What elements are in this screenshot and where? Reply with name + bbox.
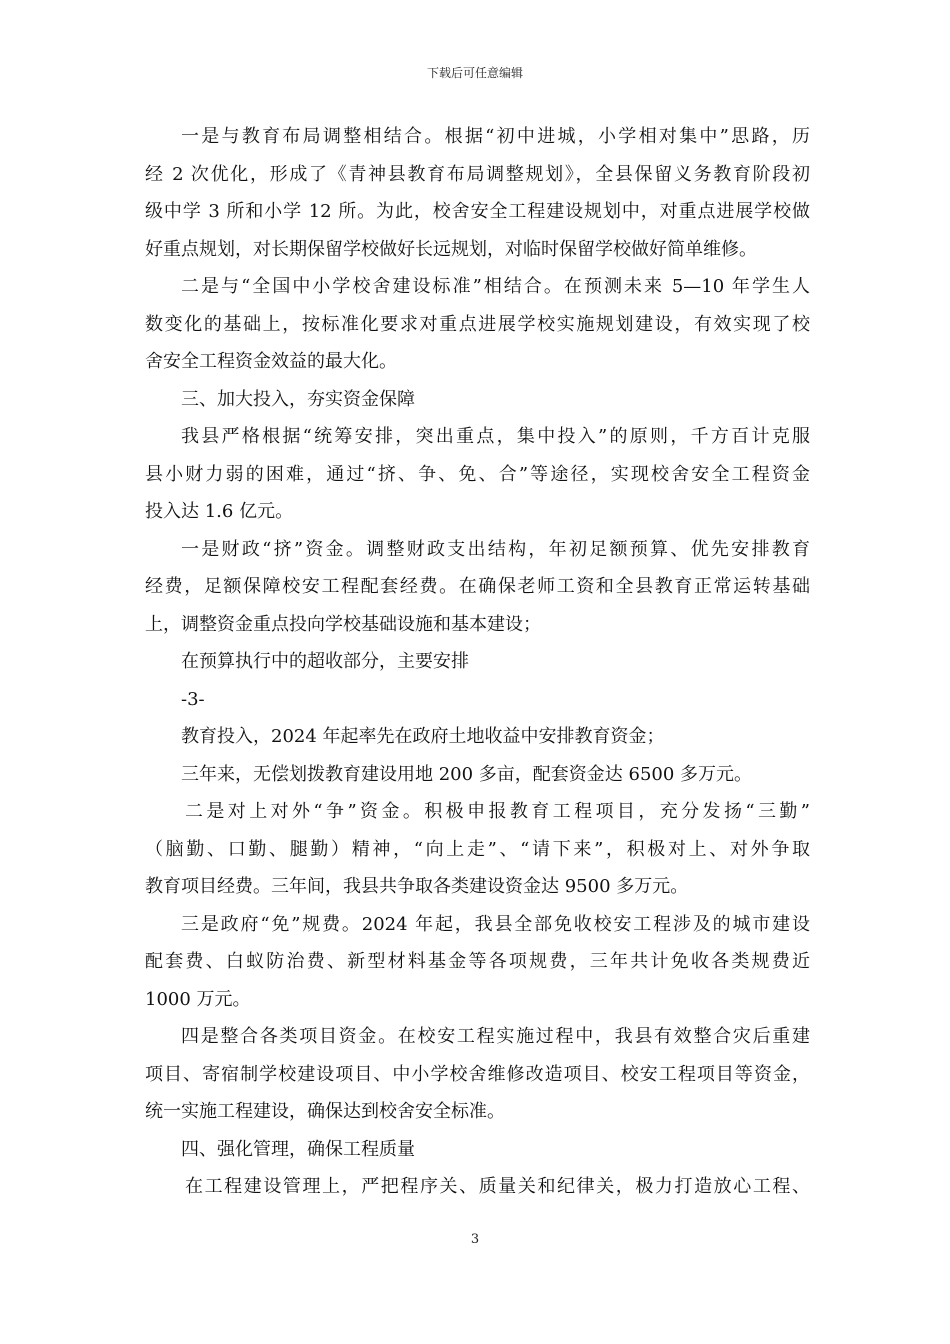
paragraph-line: 经费，足额保障校安工程配套经费。在确保老师工资和全县教育正常运转基础 (145, 576, 810, 597)
page-header: 下载后可任意编辑 (426, 66, 523, 80)
paragraph-line: （脑勤、口勤、腿勤）精神，“向上走”、“请下来”，积极对上、对外争取 (145, 838, 810, 860)
paragraph-line: 二是与“全国中小学校舍建设标准”相结合。在预测未来 5—10 年学生人 (181, 276, 810, 297)
page-number: 3 (470, 1232, 480, 1247)
paragraph-line: 统一实施工程建设，确保达到校舍安全标准。 (145, 1101, 505, 1122)
paragraph-line: 我县严格根据“统筹安排，突出重点，集中投入”的原则，千方百计克服 (181, 426, 810, 447)
paragraph-line: 县小财力弱的困难，通过“挤、争、免、合”等途径，实现校舍安全工程资金 (145, 463, 810, 485)
paragraph-line: 上，调整资金重点投向学校基础设施和基本建设； (145, 613, 541, 635)
paragraph-line: 二是对上对外“争”资金。积极申报教育工程项目，充分发扬“三勤” (185, 801, 810, 822)
paragraph-line: 1000 万元。 (145, 988, 251, 1010)
paragraph-line: 教育项目经费。三年间，我县共争取各类建设资金达 9500 多万元。 (145, 876, 689, 897)
inline-page-marker: -3- (181, 688, 205, 710)
paragraph-line: 三年来，无偿划拨教育建设用地 200 多亩，配套资金达 6500 多万元。 (181, 763, 753, 785)
paragraph-line: 在工程建设管理上，严把程序关、质量关和纪律关，极力打造放心工程、 (185, 1176, 810, 1197)
document-body (145, 118, 810, 1206)
paragraph-line: 好重点规划，对长期保留学校做好长远规划，对临时保留学校做好简单维修。 (145, 238, 757, 260)
paragraph-line: 在预算执行中的超收部分，主要安排 (181, 651, 469, 672)
paragraph-line: 投入达 1.6 亿元。 (145, 501, 294, 522)
paragraph-line: 舍安全工程资金效益的最大化。 (145, 351, 397, 372)
section-heading: 三、加大投入，夯实资金保障 (181, 388, 415, 410)
section-heading: 四、强化管理，确保工程质量 (181, 1138, 415, 1160)
paragraph-line: 四是整合各类项目资金。在校安工程实施过程中，我县有效整合灾后重建 (181, 1026, 810, 1047)
paragraph-line: 一是与教育布局调整相结合。根据“初中进城，小学相对集中”思路，历 (181, 126, 810, 147)
paragraph-line: 数变化的基础上，按标准化要求对重点进展学校实施规划建设，有效实现了校 (145, 313, 810, 335)
paragraph-line: 配套费、白蚁防治费、新型材料基金等各项规费，三年共计免收各类规费近 (145, 951, 810, 972)
paragraph-line: 教育投入，2024 年起率先在政府土地收益中安排教育资金； (181, 726, 665, 747)
paragraph-line: 级中学 3 所和小学 12 所。为此，校舍安全工程建设规划中，对重点进展学校做 (145, 201, 810, 222)
paragraph-line: 经 2 次优化，形成了《青神县教育布局调整规划》，全县保留义务教育阶段初 (145, 163, 810, 185)
paragraph-line: 项目、寄宿制学校建设项目、中小学校舍维修改造项目、校安工程项目等资金， (145, 1063, 810, 1085)
paragraph-line: 一是财政“挤”资金。调整财政支出结构，年初足额预算、优先安排教育 (181, 538, 810, 560)
paragraph-line: 三是政府“免”规费。2024 年起，我县全部免收校安工程涉及的城市建设 (181, 913, 810, 935)
